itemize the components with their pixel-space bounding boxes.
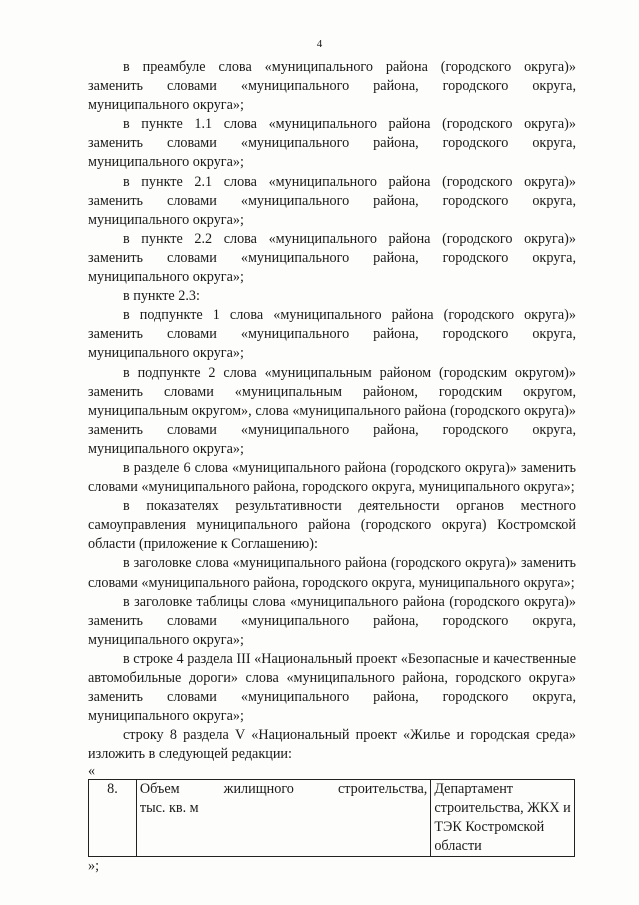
indicator-unit: тыс. кв. м — [139, 800, 199, 817]
indicator-cell — [136, 780, 430, 857]
indicator-word: жилищного — [223, 781, 294, 798]
indicator-word: строительства, — [337, 781, 428, 798]
indicator-word: Объем — [139, 781, 180, 798]
document-body — [88, 58, 576, 877]
opening-quote: « — [88, 763, 96, 780]
paragraph: в пункте 1.1 слова «муниципального района (городского округа)» заменить словами «муниципального района, городского округа, муниципального округа»; — [88, 116, 576, 171]
paragraph: в заголовке слова «муниципального района (городского округа)» заменить словами «муниципального района, городского округа, муниципального округа»; — [88, 555, 576, 591]
paragraph: в показателях результативности деятельности органов местного самоуправления муниципального района (городского округа) Костромской области (приложение к Соглашению): — [88, 498, 576, 553]
row-number-cell: 8. — [89, 780, 137, 857]
responsible-cell: Департамент строительства, ЖКХ и ТЭК Костромской области — [431, 780, 575, 857]
amendment-table — [88, 779, 575, 857]
paragraph: в пункте 2.3: — [123, 288, 200, 305]
paragraph: в строке 4 раздела III «Национальный проект «Безопасные и качественные автомобильные дороги» слова «муниципального района, городского округа» заменить словами «муниципального района, городского округа, муниципального округа»; — [88, 650, 576, 725]
paragraph: в преамбуле слова «муниципального района (городского округа)» заменить словами «муниципального района, городского округа, муниципального округа»; — [88, 59, 576, 114]
paragraph: строку 8 раздела V «Национальный проект «Жилье и городская среда» изложить в следующей редакции: — [88, 727, 576, 763]
paragraph: в заголовке таблицы слова «муниципального района (городского округа)» заменить словами «муниципального района, городского округа, муниципального округа»; — [88, 593, 576, 648]
paragraph: в разделе 6 слова «муниципального района (городского округа)» заменить словами «муниципального района, городского округа, муниципального округа»; — [88, 459, 576, 496]
paragraph: в пункте 2.2 слова «муниципального района (городского округа)» заменить словами «муниципального района, городского округа, муниципального округа»; — [88, 230, 576, 286]
paragraph: в подпункте 2 слова «муниципальным районом (городским округом)» заменить словами «муниципальным районом, городским округом, муниципальным округом», слова «муниципального района (городского округа)» заменить словами «муниципального района, городского округа, муниципального округа»; — [88, 364, 576, 457]
paragraph: в подпункте 1 слова «муниципального района (городского округа)» заменить словами «муниципального района, городского округа, муниципального округа»; — [88, 307, 576, 362]
page-number: 4 — [316, 38, 323, 50]
table-row — [89, 780, 575, 857]
paragraph: в пункте 2.1 слова «муниципального района (городского округа)» заменить словами «муниципального района, городского округа, муниципального округа»; — [88, 173, 576, 228]
closing-quote: »; — [88, 858, 100, 875]
